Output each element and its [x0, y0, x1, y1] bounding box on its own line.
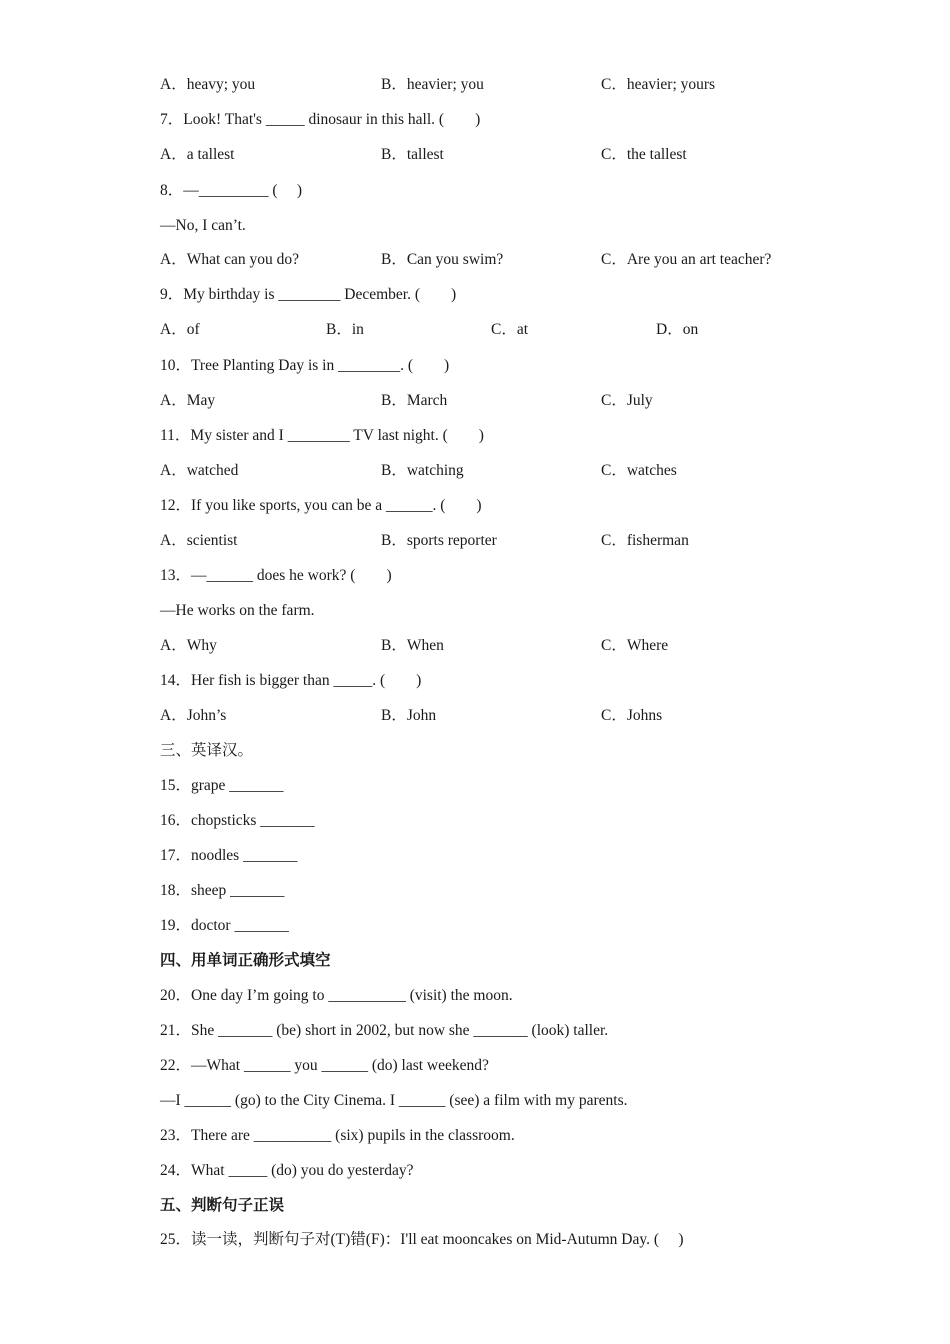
q13-option-a: A．Why — [160, 637, 217, 654]
q8-reply: —No, I can’t. — [160, 217, 246, 234]
q10-option-b: B．March — [381, 392, 448, 409]
q7-option-b: B．tallest — [381, 146, 444, 163]
q10-option-c: C．July — [601, 392, 653, 409]
section3-item-18: 18．sheep _______ — [160, 882, 285, 899]
q14-option-b: B．John — [381, 707, 437, 724]
section4-item-22: 22．—What ______ you ______ (do) last weekend? — [160, 1057, 489, 1074]
q12-option-b: B．sports reporter — [381, 532, 497, 549]
q10-stem: 10．Tree Planting Day is in ________. ( ) — [160, 357, 450, 374]
section3-item-16: 16．chopsticks _______ — [160, 812, 315, 829]
q8-option-b: B．Can you swim? — [381, 251, 504, 268]
q14-option-c: C．Johns — [601, 707, 663, 724]
q14-option-a: A．John’s — [160, 707, 227, 724]
q11-stem: 11．My sister and I ________ TV last night. ( ) — [160, 427, 484, 444]
q11-option-a: A．watched — [160, 462, 239, 479]
section3-item-15: 15．grape _______ — [160, 777, 284, 794]
q9-stem: 9．My birthday is ________ December. ( ) — [160, 286, 457, 303]
q13-reply: —He works on the farm. — [160, 602, 315, 619]
section4-item-21: 21．She _______ (be) short in 2002, but now she _______ (look) taller. — [160, 1022, 609, 1039]
q6-option-c: C．heavier; yours — [601, 76, 716, 93]
q9-option-c: C．at — [491, 321, 529, 338]
section3-item-19: 19．doctor _______ — [160, 917, 289, 934]
q12-option-a: A．scientist — [160, 532, 238, 549]
section5-title: 五、判断句子正误 — [160, 1197, 285, 1214]
q7-stem: 7．Look! That's _____ dinosaur in this hall. ( ) — [160, 111, 481, 128]
q6-option-b: B．heavier; you — [381, 76, 484, 93]
q12-option-c: C．fisherman — [601, 532, 689, 549]
section3-item-17: 17．noodles _______ — [160, 847, 298, 864]
q10-option-a: A．May — [160, 392, 216, 409]
section5-item-25: 25．读一读，判断句子对(T)错(F)：I'll eat mooncakes on Mid-Autumn Day. ( ) — [160, 1231, 684, 1248]
section4-item-22-reply: —I ______ (go) to the City Cinema. I ______ (see) a film with my parents. — [160, 1092, 628, 1109]
q9-option-d: D．on — [656, 321, 699, 338]
q9-option-a: A．of — [160, 321, 200, 338]
q6-option-a: A．heavy; you — [160, 76, 256, 93]
section4-title: 四、用单词正确形式填空 — [160, 952, 331, 969]
q13-option-c: C．Where — [601, 637, 669, 654]
q13-option-b: B．When — [381, 637, 444, 654]
q12-stem: 12．If you like sports, you can be a ______. ( ) — [160, 497, 482, 514]
q7-option-c: C．the tallest — [601, 146, 687, 163]
q14-stem: 14．Her fish is bigger than _____. ( ) — [160, 672, 422, 689]
section4-item-20: 20．One day I’m going to __________ (visit) the moon. — [160, 987, 513, 1004]
q13-stem: 13．—______ does he work? ( ) — [160, 567, 392, 584]
q11-option-b: B．watching — [381, 462, 464, 479]
section4-item-23: 23．There are __________ (six) pupils in the classroom. — [160, 1127, 515, 1144]
q7-option-a: A．a tallest — [160, 146, 235, 163]
q8-option-a: A．What can you do? — [160, 251, 300, 268]
q8-stem: 8．—_________ ( ) — [160, 182, 303, 199]
section3-title: 三、英译汉。 — [160, 742, 254, 759]
q8-option-c: C．Are you an art teacher? — [601, 251, 772, 268]
q9-option-b: B．in — [326, 321, 364, 338]
section4-item-24: 24．What _____ (do) you do yesterday? — [160, 1162, 414, 1179]
q11-option-c: C．watches — [601, 462, 677, 479]
